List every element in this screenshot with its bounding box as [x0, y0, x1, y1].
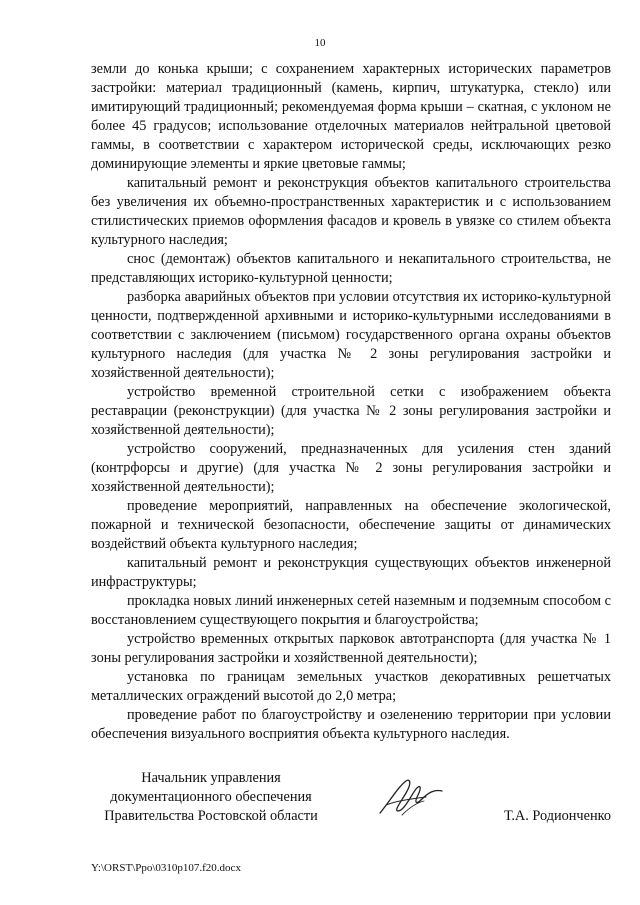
paragraph-item: разборка аварийных объектов при условии отсутствия их историко-культурной ценности, подтвержденной архивными и историко-культурными исследованиями в соответствии с заключением (письмом) государственного органа охраны объектов культурного наследия (для участка № 2 зоны регулирования застройки и хозяйственной деятельности); [91, 289, 611, 381]
paragraph-item: устройство сооружений, предназначенных для усиления стен зданий (контрфорсы и другие) (для участка № 2 зоны регулирования застройки и хозяйственной деятельности); [91, 441, 611, 495]
file-path: Y:\ORST\Ppo\0310p107.f20.docx [91, 862, 241, 874]
paragraph-item: устройство временной строительной сетки с изображением объекта реставрации (реконструкции) (для участка № 2 зоны регулирования застройки и хозяйственной деятельности); [91, 384, 611, 438]
signature-block [91, 769, 611, 829]
paragraph-item: капитальный ремонт и реконструкция объектов капитального строительства без увеличения их объемно-пространственных характеристик и с использованием стилистических приемов оформления фасадов и кровель в увязке со стилем объекта культурного наследия; [91, 175, 611, 248]
signer-name: Т.А. Родионченко [504, 808, 611, 824]
paragraph-item: прокладка новых линий инженерных сетей наземным и подземным способом с восстановлением существующего покрытия и благоустройства; [91, 593, 611, 628]
signer-position-line: документационного обеспечения [110, 789, 312, 805]
page-number: 10 [314, 37, 326, 49]
paragraph-item: снос (демонтаж) объектов капитального и некапитального строительства, не представляющих историко-культурной ценности; [91, 251, 611, 286]
paragraph-item: капитальный ремонт и реконструкция существующих объектов инженерной инфраструктуры; [91, 555, 611, 590]
signer-position-line: Правительства Ростовской области [104, 808, 318, 824]
paragraph-continuation: земли до конька крыши; с сохранением характерных исторических параметров застройки: материал традиционный (камень, кирпич, штукатурка, стекло) или имитирующий традиционный; рекомендуемая форма крыши – скатная, с уклоном не более 45 градусов; использование отделочных материалов нейтральной цветовой гаммы, в соответствии с характером исторической среды, исключающих резко доминирующие элементы и яркие цветовые гаммы; [91, 61, 611, 172]
paragraph-item: установка по границам земельных участков декоративных решетчатых металлических ограждений высотой до 2,0 метра; [91, 669, 611, 704]
document-body [91, 60, 611, 744]
paragraph-item: проведение мероприятий, направленных на обеспечение экологической, пожарной и технической безопасности, обеспечение защиты от динамических воздействий объекта культурного наследия; [91, 498, 611, 552]
paragraph-item: устройство временных открытых парковок автотранспорта (для участка № 1 зоны регулирования застройки и хозяйственной деятельности); [91, 631, 611, 666]
paragraph-item: проведение работ по благоустройству и озеленению территории при условии обеспечения визуального восприятия объекта культурного наследия. [91, 707, 611, 742]
signer-position [91, 769, 331, 826]
handwritten-signature [376, 775, 446, 821]
signer-position-line: Начальник управления [141, 770, 281, 786]
